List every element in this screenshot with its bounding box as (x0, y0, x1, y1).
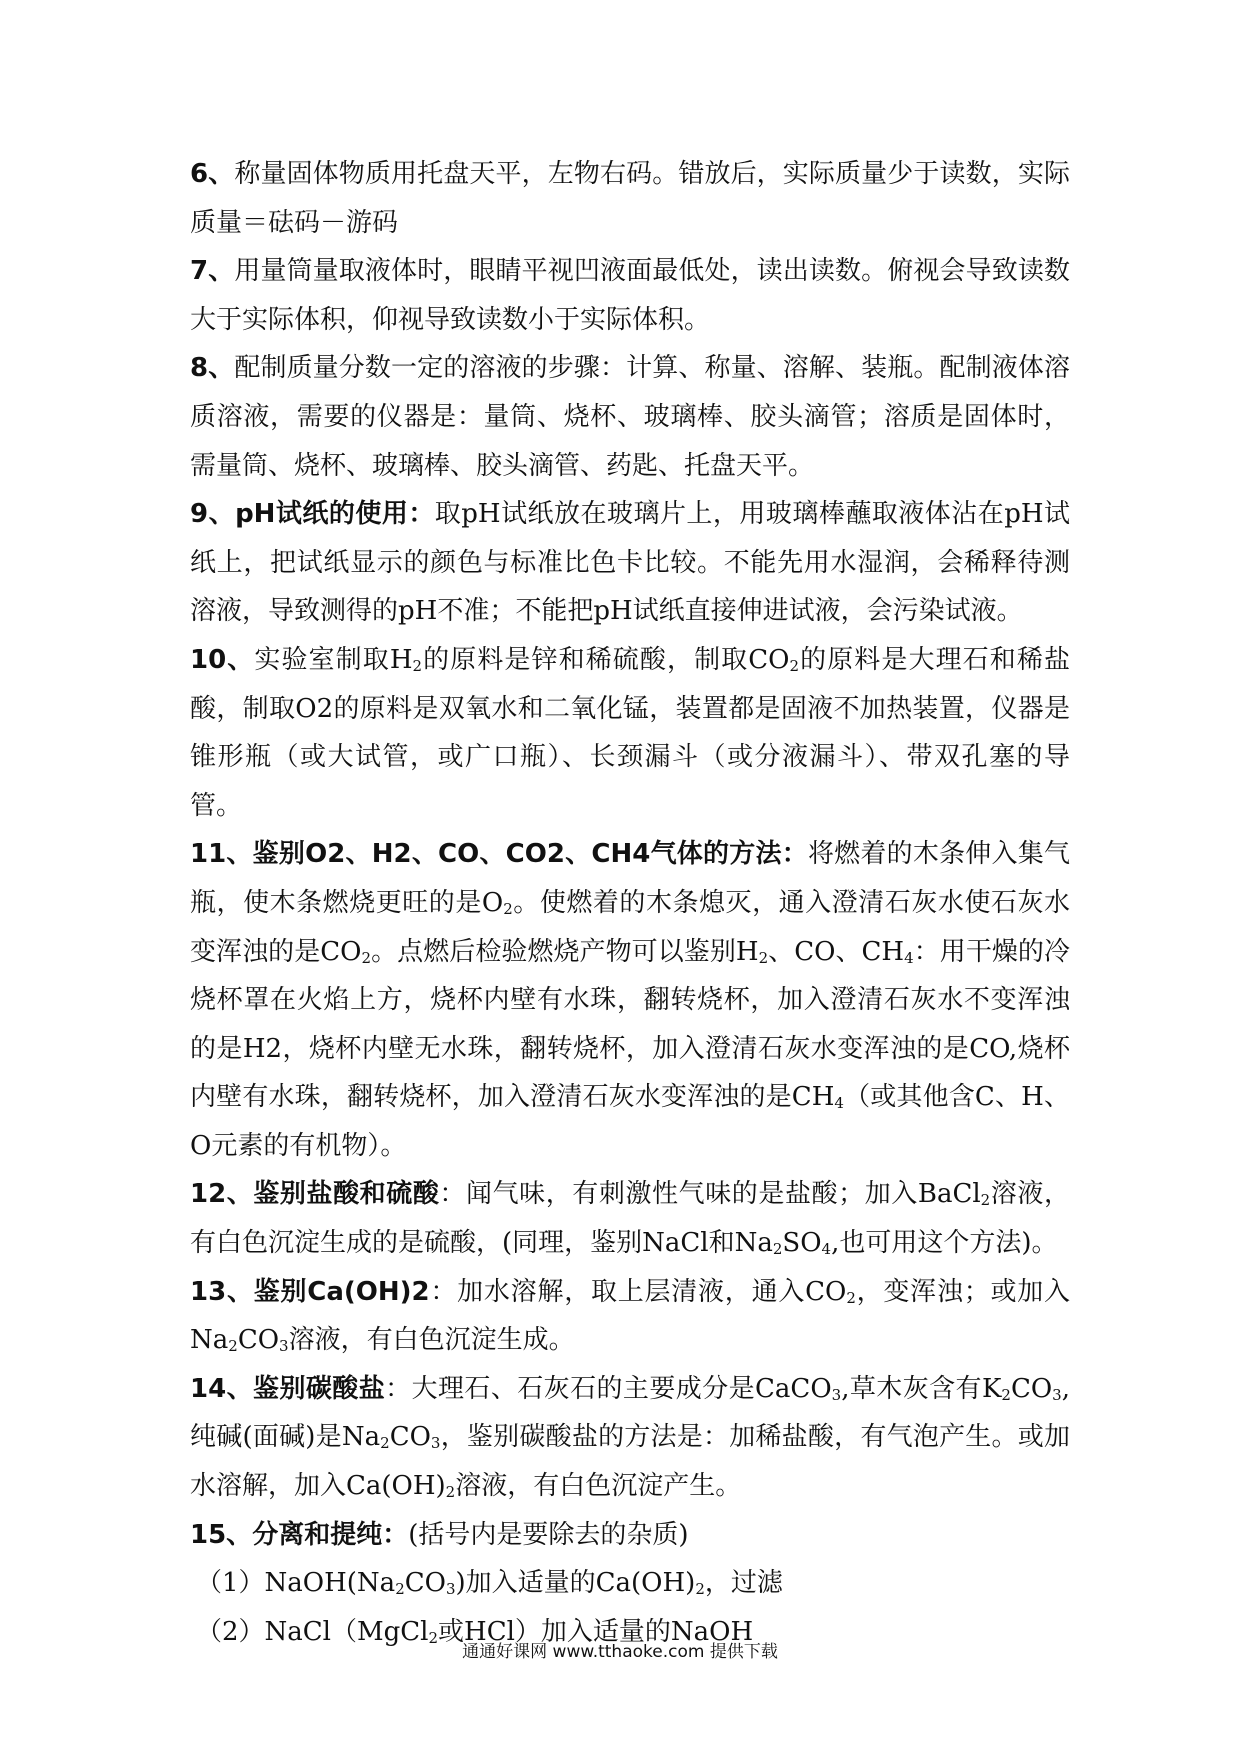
item-9 (190, 490, 1070, 636)
item-number: 11、 (190, 839, 253, 870)
item-10 (190, 636, 1070, 830)
item-15 (190, 1511, 1070, 1560)
item-text: (括号内是要除去的杂质) (408, 1519, 689, 1550)
item-number: 12、 (190, 1179, 254, 1210)
item-7 (190, 247, 1070, 344)
item-text: 实验室制取$H_2$的原料是锌和稀硫酸，制取$CO_2$的原料是大理石和稀盐酸，制取O2的原料是双氧水和二氧化锰，装置都是固液不加热装置，仪器是锥形瓶（或大试管，或广口瓶）、长颈漏斗（或分液漏斗）、带双孔塞的导管。 (190, 644, 1070, 821)
item-text: ：加水溶解，取上层清液，通入$CO_2$，变浑浊；或加入$Na_2CO_3$溶液，有白色沉淀生成。 (190, 1276, 1070, 1356)
item-number: 7、 (190, 256, 235, 287)
item-number: 14、 (190, 1373, 254, 1404)
item-6 (190, 150, 1070, 247)
document-body (190, 150, 1070, 1656)
item-text: ：闻气味，有刺激性气味的是盐酸；加入BaCl$_2$溶液，有白色沉淀生成的是硫酸，(同理，鉴别NaCl和$Na_2SO_4$,也可用这个方法)。 (190, 1179, 1070, 1259)
item-8 (190, 344, 1070, 490)
item-number: 6、 (190, 159, 235, 189)
subitem-2: （2）NaCl（MgCl$_2$或HCl）加入适量的NaOH (196, 1616, 754, 1647)
item-heading: 鉴别Ca(OH)2 (253, 1276, 430, 1307)
item-heading: 鉴别碳酸盐 (253, 1373, 386, 1404)
subitem-1: $(1)NaOH(Na_2CO_3)$加入适量的$Ca(OH)_2$，过滤 (196, 1568, 783, 1599)
item-heading: pH试纸的使用： (235, 499, 435, 530)
item-text: 取pH试纸放在玻璃片上，用玻璃棒蘸取液体沾在pH试纸上，把试纸显示的颜色与标准比色卡比较。不能先用水湿润，会稀释待测溶液，导致测得的pH不准；不能把pH试纸直接伸进试液，会污染试液。 (190, 499, 1070, 627)
item-11 (190, 830, 1070, 1170)
item-number: 9、 (190, 499, 236, 530)
item-12 (190, 1170, 1070, 1267)
page-footer: 通通好课网 www.tthaoke.com 提供下载 (462, 1642, 778, 1662)
item-14 (190, 1365, 1070, 1511)
item-text: ：大理石、石灰石的主要成分是CaCO$_3$,草木灰含有$K_2CO_3$,纯碱(面碱)是$Na_2CO_3$，鉴别碳酸盐的方法是：加稀盐酸，有气泡产生。或加水溶解，加入$Ca(OH)_2$溶液，有白色沉淀产生。 (190, 1373, 1070, 1502)
item-number: 8、 (190, 353, 235, 384)
item-heading: 鉴别O2、H2、CO、CO2、CH4气体的方法： (252, 839, 808, 870)
item-heading: 分离和提纯： (252, 1519, 409, 1550)
item-number: 15、 (190, 1519, 253, 1550)
item-13 (190, 1268, 1070, 1365)
item-number: 10、 (190, 644, 255, 675)
item-text: 称量固体物质用托盘天平，左物右码。错放后，实际质量少于读数，实际质量＝砝码－游码 (190, 159, 1070, 238)
item-text: 将燃着的木条伸入集气瓶，使木条燃烧更旺的是$O_2$。使燃着的木条熄灭，通入澄清石灰水使石灰水变浑浊的是$CO_2$。点燃后检验燃烧产物可以鉴别$H_2$、CO、$CH_4$：用干燥的冷烧杯罩在火焰上方，烧杯内壁有水珠，翻转烧杯，加入澄清石灰水不变浑浊的是H2，烧杯内壁无水珠，翻转烧杯，加入澄清石灰水变浑浊的是CO,烧杯内壁有水珠，翻转烧杯，加入澄清石灰水变浑浊的是$CH_4$（或其他含C、H、O元素的有机物）。 (190, 839, 1070, 1161)
item-text: 用量筒量取液体时，眼睛平视凹液面最低处，读出读数。俯视会导致读数大于实际体积，仰视导致读数小于实际体积。 (190, 256, 1070, 335)
item-text: 配制质量分数一定的溶液的步骤：计算、称量、溶解、装瓶。配制液体溶质溶液，需要的仪器是：量筒、烧杯、玻璃棒、胶头滴管；溶质是固体时，需量筒、烧杯、玻璃棒、胶头滴管、药匙、托盘天平。 (190, 353, 1070, 481)
item-heading: 鉴别盐酸和硫酸 (253, 1179, 440, 1210)
item-number: 13、 (190, 1276, 254, 1307)
